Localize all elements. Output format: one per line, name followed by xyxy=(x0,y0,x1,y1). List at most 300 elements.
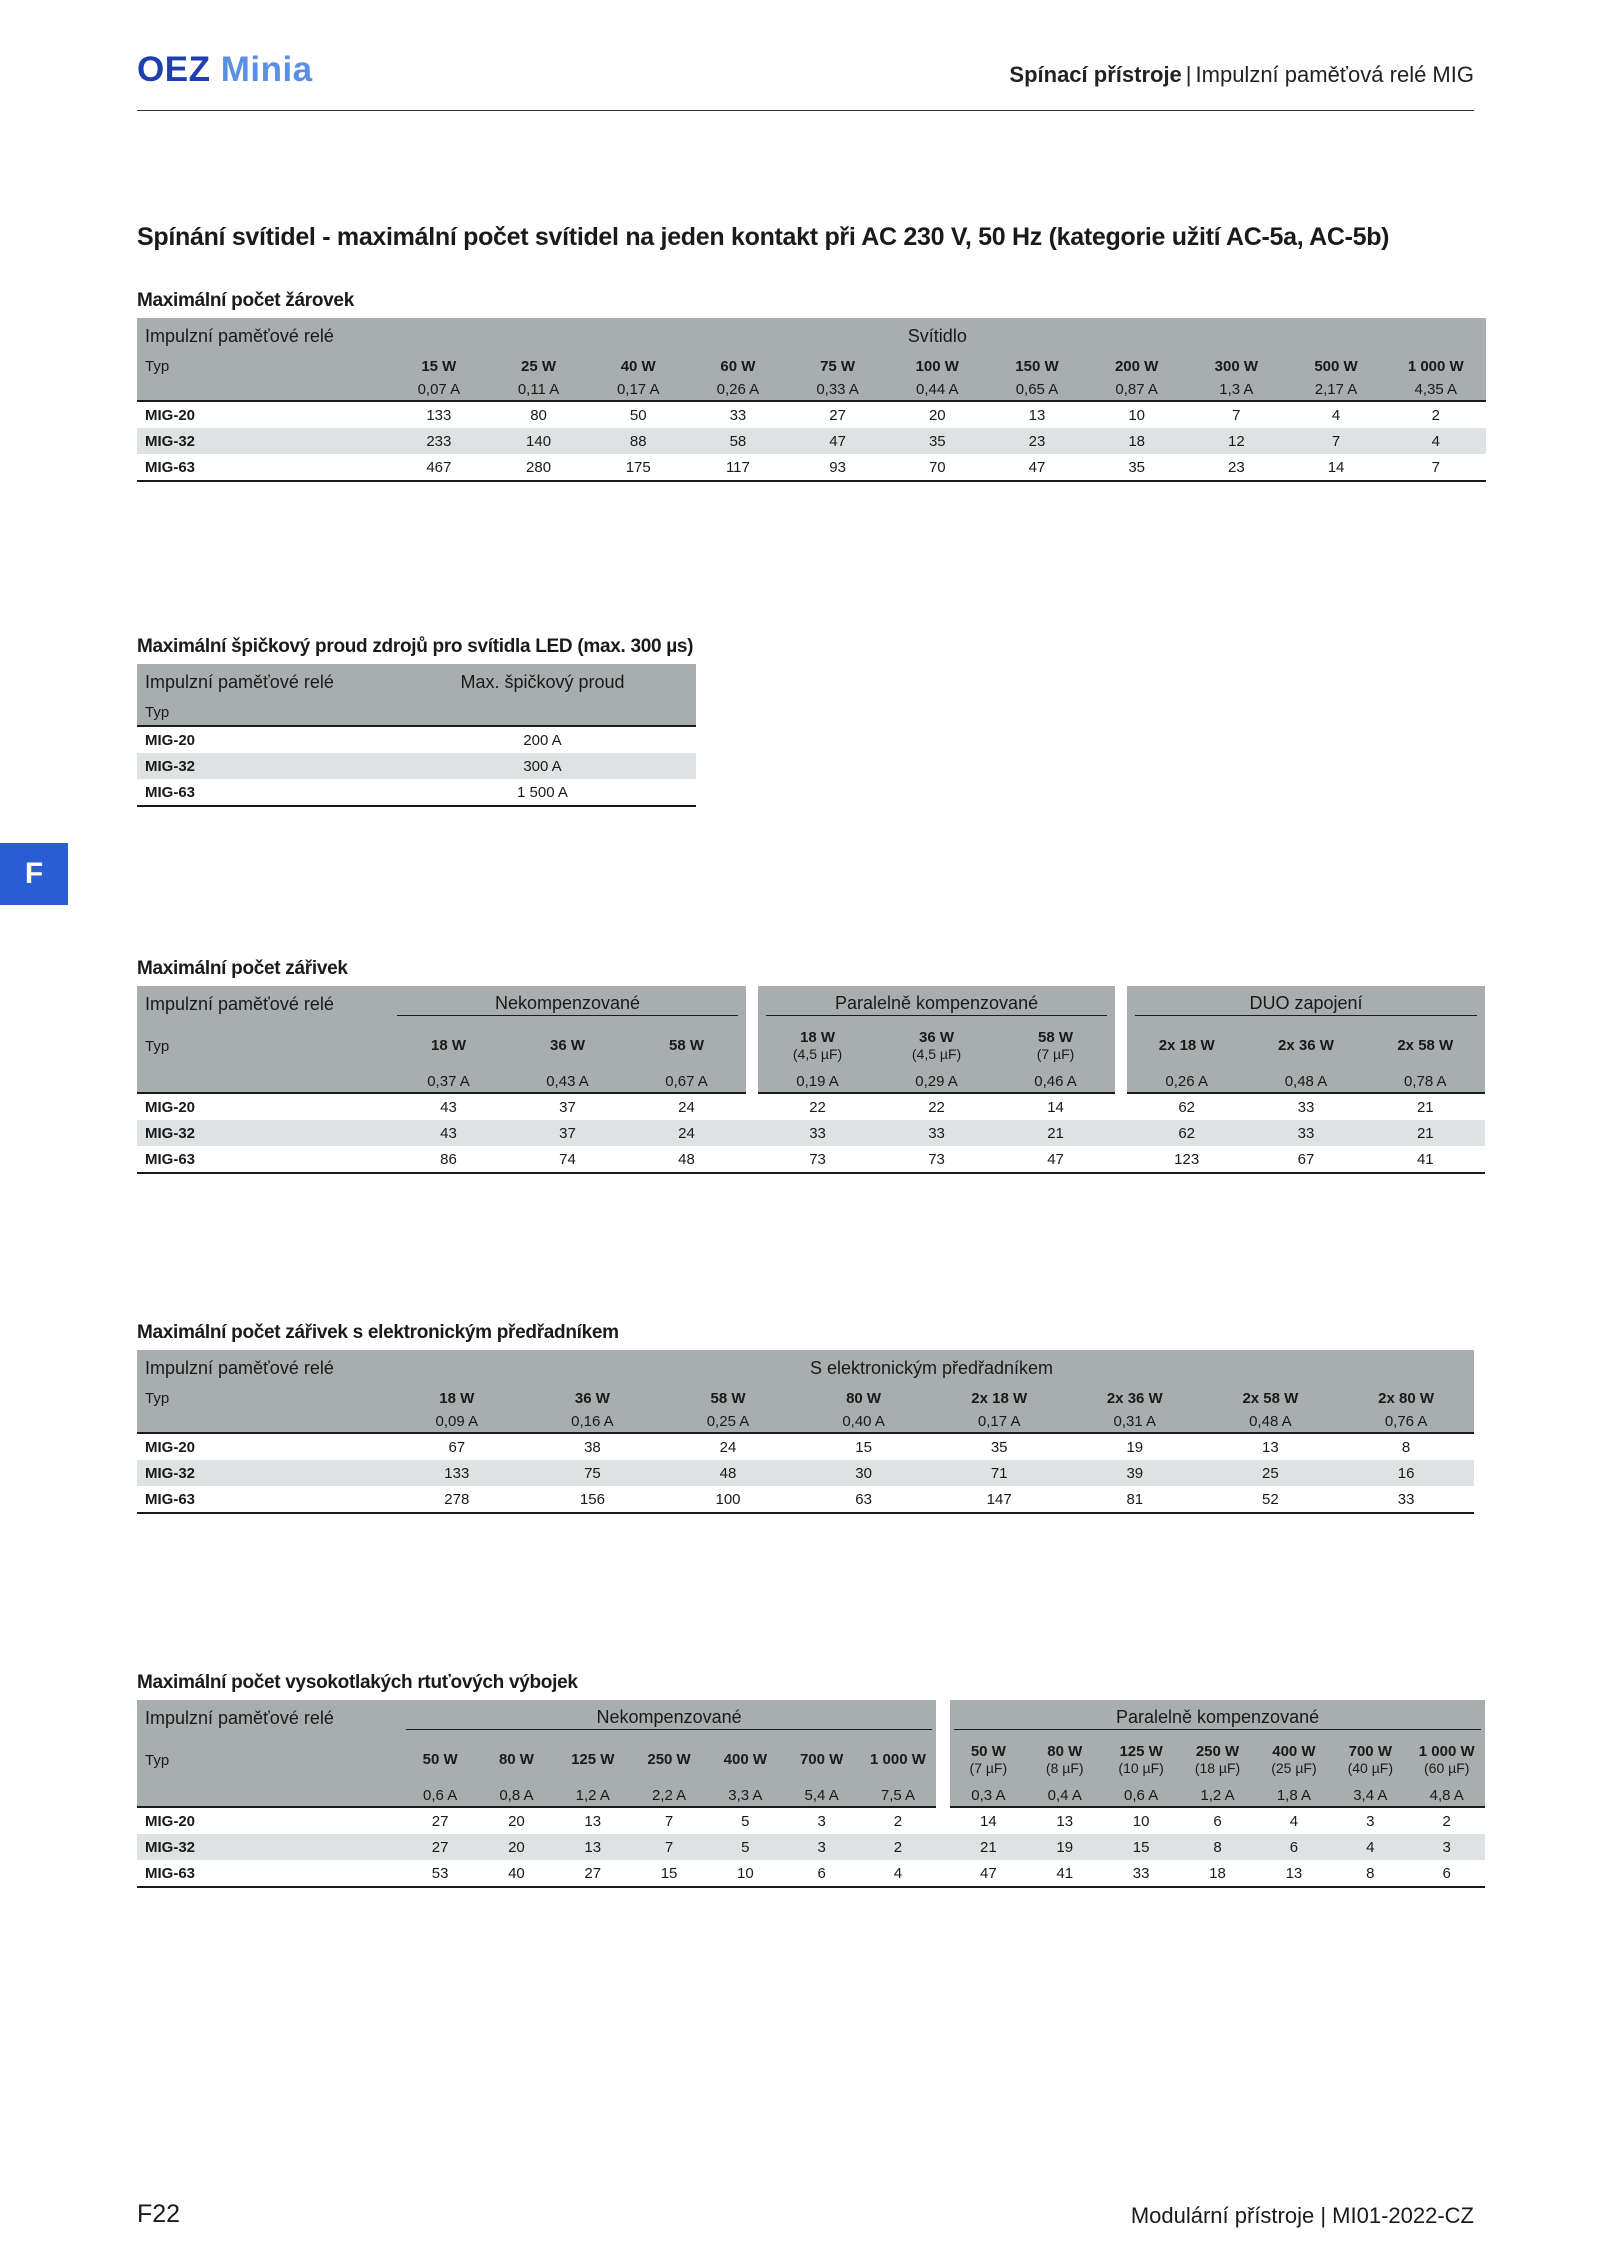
row-type-label: MIG-63 xyxy=(137,1146,377,1173)
t4-amp-header: 0,48 A xyxy=(1203,1410,1339,1433)
t4-amp-header: 0,76 A xyxy=(1338,1410,1474,1433)
table-cell: 27 xyxy=(431,1812,449,1830)
table-cell: 53 xyxy=(402,1860,478,1887)
table-cell: 21 xyxy=(950,1834,1026,1860)
t3-watt-header xyxy=(627,1022,746,1070)
t5-watt-header xyxy=(1027,1736,1103,1784)
t1-amp-header: 0,11 A xyxy=(489,378,589,401)
t3-amp-header: 0,48 A xyxy=(1246,1070,1365,1093)
table-cell: 133 xyxy=(426,406,452,424)
t5-amp-header: 1,2 A xyxy=(555,1784,631,1807)
spacer-cell xyxy=(377,1146,389,1173)
t1-watt-header: 15 W xyxy=(389,354,489,378)
table-row xyxy=(137,1120,1485,1146)
t1-title: Maximální počet žárovek xyxy=(137,290,354,311)
row-type-label: MIG-20 xyxy=(145,406,196,424)
spacer-cell xyxy=(1115,1120,1127,1146)
table-cell: 278 xyxy=(389,1486,525,1513)
table-cell: 7 xyxy=(1386,454,1486,481)
table-cell: 10 xyxy=(707,1860,783,1887)
t3-group-label: DUO zapojení xyxy=(1135,992,1477,1016)
table-cell: 80 xyxy=(530,406,547,424)
row-type-label: MIG-32 xyxy=(137,1460,377,1486)
table-cell: 37 xyxy=(559,1098,576,1116)
column-gap xyxy=(1115,986,1127,1022)
t1-amp-header: 0,44 A xyxy=(887,378,987,401)
footer-doc-id: Modulární přístroje | MI01-2022-CZ xyxy=(1130,2203,1474,2228)
t4-amp-header: 0,40 A xyxy=(796,1410,932,1433)
table-cell: 19 xyxy=(1027,1834,1103,1860)
capacitance-value: (7 µF) xyxy=(969,1759,1008,1776)
t1-typ-label: Typ xyxy=(137,354,377,378)
t1-col0-header: Impulzní paměťové relé xyxy=(137,318,377,354)
t3-amp-header: 0,37 A xyxy=(389,1070,508,1093)
table-cell: 2 xyxy=(1431,406,1440,424)
watt-value: 18 W xyxy=(800,1029,836,1047)
table-cell: 20 xyxy=(478,1834,554,1860)
table-cell: 200 A xyxy=(523,731,562,749)
watt-value: 700 W xyxy=(1348,1743,1392,1761)
t3-watt-header xyxy=(996,1022,1115,1070)
t4-amp-header: 0,09 A xyxy=(389,1410,525,1433)
t4-watt-header: 36 W xyxy=(525,1386,661,1410)
table-cell: 73 xyxy=(877,1146,996,1173)
t2-col1-header: Max. špičkový proud xyxy=(389,664,696,700)
table-row xyxy=(137,1433,1474,1460)
header-title xyxy=(1009,62,1474,88)
row-type-label: MIG-32 xyxy=(137,1120,377,1146)
t5-watt-header xyxy=(555,1736,631,1784)
spacer-cell xyxy=(377,1834,402,1860)
table-cell: 13 xyxy=(1256,1860,1332,1887)
table-cell: 33 xyxy=(758,1120,877,1146)
table-cell: 4 xyxy=(1289,1812,1299,1830)
table-cell: 27 xyxy=(829,406,846,424)
header-category: Spínací přístroje xyxy=(1009,62,1182,87)
table-cell: 15 xyxy=(855,1438,872,1456)
t3-title: Maximální počet zářivek xyxy=(137,958,348,979)
table-cell: 100 xyxy=(660,1486,796,1513)
spacer-cell xyxy=(377,428,389,454)
table-row xyxy=(137,428,1486,454)
column-gap xyxy=(746,1022,758,1070)
row-type-label: MIG-20 xyxy=(145,731,196,749)
t5-amp-header: 3,3 A xyxy=(707,1784,783,1807)
row-type-label: MIG-20 xyxy=(145,1812,196,1830)
row-type-label: MIG-63 xyxy=(137,779,377,806)
t3-amp-header: 0,67 A xyxy=(627,1070,746,1093)
watt-value: 400 W xyxy=(1272,1743,1316,1761)
spacer-cell xyxy=(1115,1093,1127,1120)
t4-watt-header: 2x 80 W xyxy=(1338,1386,1474,1410)
table-cell: 43 xyxy=(389,1120,508,1146)
table-row xyxy=(137,401,1486,428)
t1-amp-header: 0,07 A xyxy=(389,378,489,401)
table-row xyxy=(137,1486,1474,1513)
table-cell: 8 xyxy=(1332,1860,1408,1887)
t4-watt-header: 80 W xyxy=(796,1386,932,1410)
spacer-cell xyxy=(377,753,389,779)
table-cell: 2 xyxy=(1442,1812,1451,1830)
t4-amp-header: 0,25 A xyxy=(660,1410,796,1433)
t3-watt-header xyxy=(508,1022,627,1070)
t1-amp-header: 4,35 A xyxy=(1386,378,1486,401)
t3-group-header xyxy=(1127,986,1485,1022)
t5-watt-header xyxy=(1332,1736,1408,1784)
table-cell: 33 xyxy=(1338,1486,1474,1513)
table-row xyxy=(137,1860,1485,1887)
table-cell: 33 xyxy=(1246,1120,1365,1146)
table-row xyxy=(137,1146,1485,1173)
t5-amp-header: 0,3 A xyxy=(950,1784,1026,1807)
table-cell: 73 xyxy=(758,1146,877,1173)
capacitance-value: (4,5 µF) xyxy=(911,1045,962,1062)
logo-brand: OEZ xyxy=(137,50,211,89)
table-cell: 8 xyxy=(1401,1438,1411,1456)
table-cell: 156 xyxy=(525,1486,661,1513)
t5-watt-header xyxy=(1103,1736,1179,1784)
t5-watt-header xyxy=(478,1736,554,1784)
watt-value: 80 W xyxy=(1047,1743,1083,1761)
t5-amp-header: 1,2 A xyxy=(1179,1784,1255,1807)
t5-watt-header xyxy=(402,1736,478,1784)
t5-amp-header: 3,4 A xyxy=(1332,1784,1408,1807)
table-cell: 24 xyxy=(719,1438,737,1456)
table-cell: 21 xyxy=(996,1120,1115,1146)
table-cell: 71 xyxy=(931,1460,1067,1486)
spacer-cell xyxy=(377,1860,402,1887)
watt-value: 2x 58 W xyxy=(1397,1036,1454,1054)
row-type-label: MIG-32 xyxy=(137,428,377,454)
t1-amp-header: 0,17 A xyxy=(588,378,688,401)
table-row xyxy=(137,1460,1474,1486)
table-cell: 15 xyxy=(1103,1834,1179,1860)
watt-value: 250 W xyxy=(1195,1743,1240,1761)
watt-value: 58 W xyxy=(1038,1029,1074,1047)
table-cell: 21 xyxy=(1416,1098,1434,1116)
table-cell: 35 xyxy=(1087,454,1187,481)
spacer-cell xyxy=(936,1860,950,1887)
bulb-table xyxy=(137,318,1486,482)
table-cell: 23 xyxy=(1187,454,1287,481)
capacitance-value: (25 µF) xyxy=(1271,1759,1317,1776)
table-cell: 1 500 A xyxy=(389,779,696,806)
table-cell: 20 xyxy=(928,406,946,424)
watt-value: 58 W xyxy=(669,1036,705,1054)
table-cell: 74 xyxy=(508,1146,627,1173)
table-cell: 18 xyxy=(1087,428,1187,454)
t5-amp-header: 7,5 A xyxy=(860,1784,936,1807)
table-cell: 6 xyxy=(1213,1812,1222,1830)
spacer-cell xyxy=(746,1146,758,1173)
table-cell: 30 xyxy=(796,1460,932,1486)
row-type-label: MIG-63 xyxy=(137,1486,377,1513)
t3-group-label: Nekompenzované xyxy=(397,992,738,1016)
t1-watt-header: 500 W xyxy=(1286,354,1386,378)
capacitance-value: (10 µF) xyxy=(1118,1759,1164,1776)
t1-watt-header: 1 000 W xyxy=(1386,354,1486,378)
t3-watt-header xyxy=(389,1022,508,1070)
table-cell: 467 xyxy=(389,454,489,481)
table-cell: 47 xyxy=(950,1860,1026,1887)
t5-watt-header xyxy=(860,1736,936,1784)
table-cell: 27 xyxy=(555,1860,631,1887)
table-cell: 24 xyxy=(627,1120,746,1146)
t3-group-label: Paralelně kompenzované xyxy=(766,992,1107,1016)
capacitance-value: (7 µF) xyxy=(1036,1045,1075,1062)
table-cell: 13 xyxy=(555,1834,631,1860)
t5-watt-header xyxy=(783,1736,859,1784)
table-cell: 3 xyxy=(1409,1834,1485,1860)
table-cell: 22 xyxy=(809,1098,826,1116)
table-cell: 7 xyxy=(1232,406,1241,424)
t3-amp-header: 0,46 A xyxy=(996,1070,1115,1093)
table-cell: 2 xyxy=(893,1812,903,1830)
table-cell: 3 xyxy=(783,1834,859,1860)
t5-amp-header: 1,8 A xyxy=(1256,1784,1332,1807)
table-cell: 39 xyxy=(1067,1460,1203,1486)
table-cell: 3 xyxy=(817,1812,826,1830)
table-cell: 7 xyxy=(631,1834,707,1860)
table-cell: 5 xyxy=(741,1812,750,1830)
table-cell: 47 xyxy=(996,1146,1115,1173)
t3-watt-header xyxy=(1127,1022,1246,1070)
t5-watt-header xyxy=(707,1736,783,1784)
watt-value: 400 W xyxy=(723,1750,768,1768)
table-cell: 4 xyxy=(1386,428,1486,454)
row-type-label: MIG-20 xyxy=(145,1098,196,1116)
table-cell: 7 xyxy=(664,1812,674,1830)
t4-amp-header: 0,16 A xyxy=(525,1410,661,1433)
spacer-cell xyxy=(1115,1146,1127,1173)
header-subcategory: Impulzní paměťová relé MIG xyxy=(1195,62,1474,87)
table-cell: 27 xyxy=(402,1834,478,1860)
t1-amp-header: 1,3 A xyxy=(1187,378,1287,401)
t5-typ-label: Typ xyxy=(137,1736,377,1784)
table-cell: 280 xyxy=(489,454,589,481)
watt-value: 125 W xyxy=(1119,1743,1163,1761)
table-cell: 133 xyxy=(389,1460,525,1486)
table-cell: 62 xyxy=(1127,1120,1246,1146)
table-cell: 7 xyxy=(1286,428,1386,454)
table-cell: 147 xyxy=(931,1486,1067,1513)
table-cell: 67 xyxy=(448,1438,466,1456)
t1-watt-header: 100 W xyxy=(887,354,987,378)
electronic-ballast-table xyxy=(137,1350,1474,1514)
column-gap xyxy=(1115,1022,1127,1070)
spacer-cell xyxy=(936,1807,950,1834)
t3-amp-header: 0,78 A xyxy=(1366,1070,1485,1093)
table-row xyxy=(137,1834,1485,1860)
table-cell: 47 xyxy=(788,428,888,454)
t5-watt-header xyxy=(1409,1736,1485,1784)
watt-value: 50 W xyxy=(422,1750,458,1768)
t3-group-header xyxy=(389,986,746,1022)
t5-watt-header xyxy=(1256,1736,1332,1784)
spacer-cell xyxy=(746,1093,758,1120)
t4-watt-header: 18 W xyxy=(389,1386,525,1410)
capacitance-value: (8 µF) xyxy=(1045,1759,1084,1776)
table-cell: 6 xyxy=(1256,1834,1332,1860)
t4-watt-header: 2x 36 W xyxy=(1067,1386,1203,1410)
table-cell: 14 xyxy=(980,1812,997,1830)
table-cell: 4 xyxy=(860,1860,936,1887)
t1-amp-header: 0,87 A xyxy=(1087,378,1187,401)
table-cell: 35 xyxy=(887,428,987,454)
page-number: F22 xyxy=(137,2200,181,2228)
column-gap xyxy=(936,1784,950,1807)
row-type-label: MIG-32 xyxy=(137,1834,377,1860)
t1-watt-header: 25 W xyxy=(489,354,589,378)
t5-group-header xyxy=(950,1700,1485,1736)
watt-value: 700 W xyxy=(799,1750,844,1768)
table-cell: 81 xyxy=(1067,1486,1203,1513)
table-cell: 41 xyxy=(1027,1860,1103,1887)
table-cell: 10 xyxy=(1132,1812,1150,1830)
page-heading: Spínání svítidel - maximální počet svítidel na jeden kontakt při AC 230 V, 50 Hz (kategorie užití AC-5a, AC-5b) xyxy=(137,223,1390,251)
table-cell: 12 xyxy=(1187,428,1287,454)
table-row xyxy=(137,779,696,806)
t5-title: Maximální počet vysokotlakých rtuťových výbojek xyxy=(137,1672,578,1693)
spacer-cell xyxy=(377,1807,402,1834)
header-divider xyxy=(137,110,1474,111)
t1-watt-header: 200 W xyxy=(1087,354,1187,378)
t3-watt-header xyxy=(1246,1022,1365,1070)
t3-amp-header: 0,26 A xyxy=(1127,1070,1246,1093)
table-cell: 41 xyxy=(1366,1146,1485,1173)
table-cell: 58 xyxy=(688,428,788,454)
t4-col0-header: Impulzní paměťové relé xyxy=(137,1350,377,1386)
led-current-table xyxy=(137,664,696,807)
table-cell: 6 xyxy=(1409,1860,1485,1887)
table-cell: 48 xyxy=(660,1460,796,1486)
table-cell: 10 xyxy=(1128,406,1145,424)
table-cell: 67 xyxy=(1246,1146,1365,1173)
t5-amp-header: 0,4 A xyxy=(1027,1784,1103,1807)
watt-value: 36 W xyxy=(549,1036,585,1054)
table-cell: 93 xyxy=(788,454,888,481)
spacer-cell xyxy=(377,401,389,428)
row-type-label: MIG-32 xyxy=(137,753,377,779)
table-cell: 123 xyxy=(1127,1146,1246,1173)
watt-value: 2x 36 W xyxy=(1278,1036,1334,1054)
table-cell: 63 xyxy=(796,1486,932,1513)
watt-value: 18 W xyxy=(430,1036,466,1054)
column-gap xyxy=(1115,1070,1127,1093)
t1-amp-header: 2,17 A xyxy=(1286,378,1386,401)
t5-amp-header: 5,4 A xyxy=(783,1784,859,1807)
mercury-lamp-table xyxy=(137,1700,1485,1888)
table-cell: 25 xyxy=(1203,1460,1339,1486)
t3-amp-header: 0,43 A xyxy=(508,1070,627,1093)
table-cell: 88 xyxy=(588,428,688,454)
spacer-cell xyxy=(377,1120,389,1146)
t5-group-header xyxy=(402,1700,936,1736)
watt-value: 2x 18 W xyxy=(1158,1036,1215,1054)
table-cell: 233 xyxy=(389,428,489,454)
spacer-cell xyxy=(377,1486,389,1513)
watt-value: 1 000 W xyxy=(1418,1743,1475,1761)
table-cell: 15 xyxy=(631,1860,707,1887)
t3-col0-header: Impulzní paměťové relé xyxy=(137,986,377,1022)
t4-typ-label: Typ xyxy=(137,1386,377,1410)
t5-amp-header: 0,6 A xyxy=(1103,1784,1179,1807)
t1-watt-header: 75 W xyxy=(788,354,888,378)
t1-watt-header: 40 W xyxy=(588,354,688,378)
table-cell: 86 xyxy=(389,1146,508,1173)
spacer-cell xyxy=(377,726,389,753)
table-cell: 24 xyxy=(678,1098,695,1116)
t5-amp-header: 2,2 A xyxy=(631,1784,707,1807)
t1-watt-header: 300 W xyxy=(1187,354,1287,378)
table-cell: 8 xyxy=(1179,1834,1255,1860)
table-cell: 75 xyxy=(525,1460,661,1486)
t2-col0-header: Impulzní paměťové relé xyxy=(137,664,377,700)
table-cell: 2 xyxy=(860,1834,936,1860)
column-gap xyxy=(936,1700,950,1736)
spacer-cell xyxy=(377,779,389,806)
table-row xyxy=(137,1807,1485,1834)
t5-amp-header: 0,8 A xyxy=(478,1784,554,1807)
section-tab-f: F xyxy=(0,843,68,905)
table-cell: 33 xyxy=(1103,1860,1179,1887)
table-cell: 175 xyxy=(588,454,688,481)
table-cell: 300 A xyxy=(389,753,696,779)
row-type-label: MIG-63 xyxy=(137,1860,377,1887)
table-cell: 140 xyxy=(489,428,589,454)
table-row xyxy=(137,726,696,753)
t1-amp-header: 0,65 A xyxy=(987,378,1087,401)
t1-group-header: Svítidlo xyxy=(389,318,1486,354)
t3-watt-header xyxy=(1366,1022,1485,1070)
capacitance-value: (40 µF) xyxy=(1347,1759,1393,1776)
table-cell: 13 xyxy=(1028,406,1046,424)
column-gap xyxy=(936,1736,950,1784)
table-cell: 5 xyxy=(707,1834,783,1860)
table-cell: 33 xyxy=(877,1120,996,1146)
capacitance-value: (18 µF) xyxy=(1194,1759,1241,1776)
table-cell: 33 xyxy=(1297,1098,1315,1116)
table-cell: 18 xyxy=(1179,1860,1255,1887)
t3-group-header xyxy=(758,986,1115,1022)
table-cell: 13 xyxy=(1056,1812,1074,1830)
spacer-cell xyxy=(377,454,389,481)
row-type-label: MIG-63 xyxy=(137,454,377,481)
spacer-cell xyxy=(377,1460,389,1486)
t5-col0-header: Impulzní paměťové relé xyxy=(137,1700,377,1736)
t5-watt-header xyxy=(1179,1736,1255,1784)
column-gap xyxy=(746,986,758,1022)
t5-group-label: Nekompenzované xyxy=(406,1706,932,1730)
t3-amp-header: 0,19 A xyxy=(758,1070,877,1093)
spacer-cell xyxy=(377,1433,389,1460)
t1-watt-header: 150 W xyxy=(987,354,1087,378)
table-cell: 16 xyxy=(1338,1460,1474,1486)
t4-amp-header: 0,31 A xyxy=(1067,1410,1203,1433)
table-row xyxy=(137,454,1486,481)
watt-value: 50 W xyxy=(970,1743,1006,1761)
table-cell: 70 xyxy=(887,454,987,481)
table-cell: 35 xyxy=(990,1438,1008,1456)
spacer-cell xyxy=(377,1093,389,1120)
table-row xyxy=(137,1093,1485,1120)
table-cell: 117 xyxy=(688,454,788,481)
table-cell: 33 xyxy=(729,406,747,424)
table-cell: 6 xyxy=(783,1860,859,1887)
table-cell: 14 xyxy=(1286,454,1386,481)
t3-typ-label: Typ xyxy=(137,1022,377,1070)
table-cell: 4 xyxy=(1332,1834,1408,1860)
